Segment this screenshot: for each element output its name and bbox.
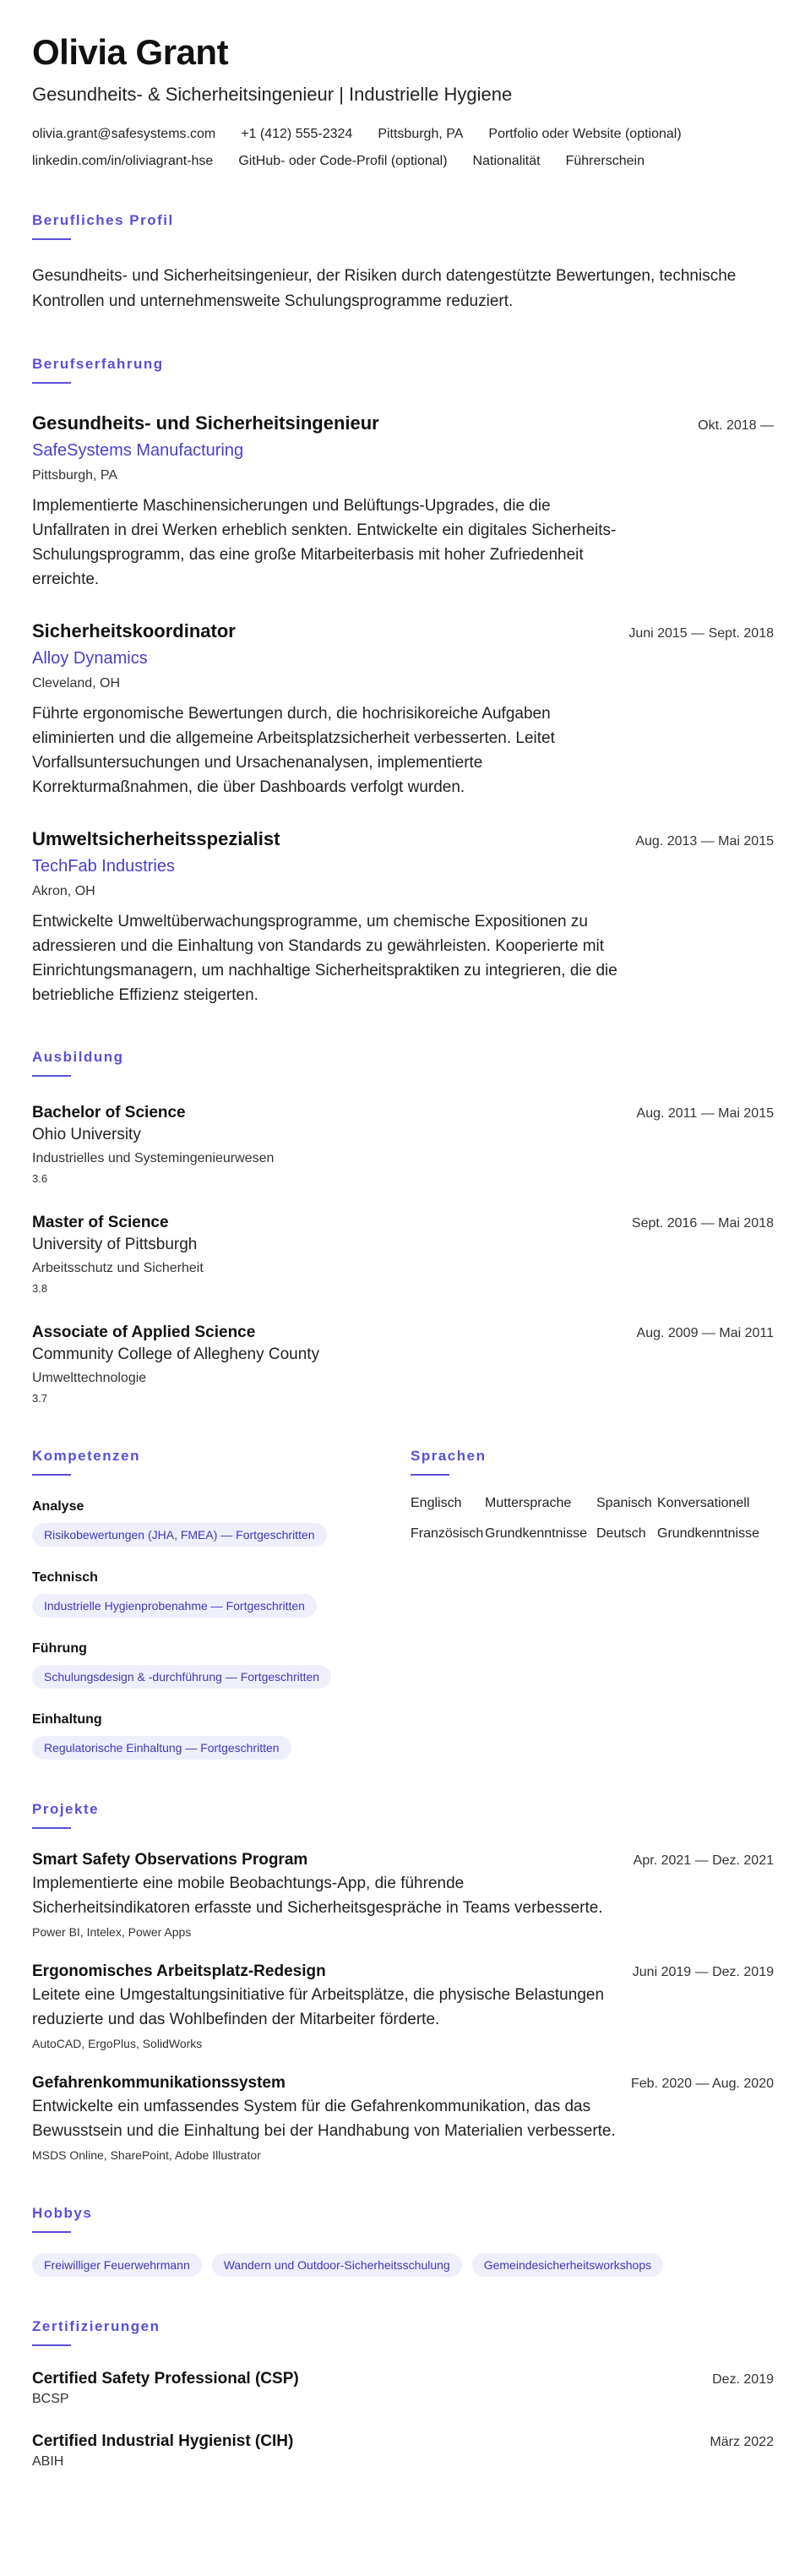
section-divider — [411, 1474, 449, 1476]
education-entry — [32, 1322, 774, 1406]
language-name: Spanisch — [596, 1496, 652, 1510]
job-entry — [32, 827, 774, 1007]
project-tech: MSDS Online, SharePoint, Adobe Illustrator — [32, 2148, 261, 2162]
education-date: Aug. 2009 — Mai 2011 — [636, 1326, 774, 1340]
language-level: Muttersprache — [485, 1496, 572, 1510]
skill-chip: Schulungsdesign & -durchführung — Fortgeschritten — [32, 1665, 331, 1689]
project-tech: AutoCAD, ErgoPlus, SolidWorks — [32, 2037, 203, 2050]
skill-group — [32, 1498, 411, 1547]
job-location: Cleveland, OH — [32, 676, 121, 690]
resume-header — [32, 32, 774, 171]
skill-group — [32, 1640, 411, 1689]
education-date: Sept. 2016 — Mai 2018 — [631, 1216, 774, 1231]
project-date: Apr. 2021 — Dez. 2021 — [633, 1853, 774, 1868]
language-level: Grundkenntnisse — [657, 1526, 759, 1541]
job-location: Pittsburgh, PA — [32, 468, 118, 483]
job-company: TechFab Industries — [32, 857, 175, 876]
education-school: Community College of Allegheny County — [32, 1345, 320, 1363]
hobby-list — [32, 2253, 774, 2277]
skills-languages-row — [32, 1447, 774, 1760]
skill-chip: Regulatorische Einhaltung — Fortgeschritten — [32, 1736, 291, 1760]
contact-list — [32, 125, 792, 171]
contact-github[interactable]: GitHub- oder Code-Profil (optional) — [238, 154, 448, 168]
job-date: Juni 2015 — Sept. 2018 — [628, 626, 774, 641]
language-name: Französisch — [411, 1526, 484, 1541]
section-divider — [32, 1474, 71, 1476]
education-entry — [32, 1102, 774, 1187]
section-divider — [32, 2231, 71, 2233]
section-title: Ausbildung — [32, 1049, 124, 1065]
project-entry — [32, 1849, 774, 1940]
section-title: Berufliches Profil — [32, 212, 174, 228]
section-profile — [32, 211, 774, 314]
contact-nationality: Nationalität — [472, 154, 541, 168]
section-languages — [411, 1447, 774, 1760]
language-name: Englisch — [411, 1496, 462, 1510]
job-description: Führte ergonomische Bewertungen durch, die hochrisikoreiche Aufgaben eliminierten und die allgemeine Arbeitsplatzsicherheit verbesserten. Leitet Vorfallsuntersuchungen und Ursachenanalysen, implementierte Korrekturmaßnahmen, die über Dashboards verfolgt wurden. — [32, 705, 555, 796]
job-location: Akron, OH — [32, 884, 95, 898]
project-description: Entwickelte ein umfassendes System für die Gefahrenkommunikation, das das Bewusstsein und die Einhaltung bei der Handhabung von Materialien verbesserte. — [32, 2098, 616, 2140]
section-certifications — [32, 2317, 774, 2471]
education-field: Arbeitsschutz und Sicherheit — [32, 1261, 204, 1275]
section-divider — [32, 238, 71, 240]
education-degree: Master of Science — [32, 1214, 169, 1231]
section-divider — [32, 2344, 71, 2346]
job-entry — [32, 619, 774, 800]
certification-entry — [32, 2431, 774, 2471]
job-title: Umweltsicherheitsspezialist — [32, 828, 280, 849]
section-skills — [32, 1447, 411, 1760]
contact-phone[interactable]: +1 (412) 555-2324 — [241, 127, 353, 141]
section-hobbies — [32, 2204, 774, 2277]
candidate-headline: Gesundheits- & Sicherheitsingenieur | Industrielle Hygiene — [32, 84, 513, 105]
contact-linkedin[interactable]: linkedin.com/in/oliviagrant-hse — [32, 154, 214, 168]
skill-group — [32, 1711, 411, 1760]
hobby-chip: Gemeindesicherheitsworkshops — [472, 2253, 663, 2277]
job-company: SafeSystems Manufacturing — [32, 441, 244, 460]
skill-group-name: Führung — [32, 1641, 87, 1656]
education-entry — [32, 1212, 774, 1296]
skill-group-name: Technisch — [32, 1570, 98, 1585]
certification-name: Certified Industrial Hygienist (CIH) — [32, 2432, 294, 2450]
section-title: Projekte — [32, 1801, 100, 1817]
project-date: Feb. 2020 — Aug. 2020 — [630, 2077, 774, 2091]
education-degree: Bachelor of Science — [32, 1104, 186, 1122]
project-date: Juni 2019 — Dez. 2019 — [632, 1965, 774, 1979]
education-degree: Associate of Applied Science — [32, 1323, 256, 1341]
certification-name: Certified Safety Professional (CSP) — [32, 2370, 299, 2388]
section-divider — [32, 382, 71, 384]
section-title: Berufserfahrung — [32, 356, 164, 372]
language-name: Deutsch — [596, 1526, 646, 1541]
job-title: Sicherheitskoordinator — [32, 620, 236, 641]
section-divider — [32, 1827, 71, 1829]
hobby-chip: Wandern und Outdoor-Sicherheitsschulung — [212, 2253, 462, 2277]
contact-email[interactable]: olivia.grant@safesystems.com — [32, 127, 216, 141]
project-tech: Power BI, Intelex, Power Apps — [32, 1925, 192, 1939]
education-field: Industrielles und Systemingenieurwesen — [32, 1151, 275, 1165]
project-entry — [32, 1961, 774, 2052]
job-title: Gesundheits- und Sicherheitsingenieur — [32, 412, 379, 434]
section-title: Zertifizierungen — [32, 2318, 160, 2334]
contact-location: Pittsburgh, PA — [378, 127, 464, 141]
skill-group — [32, 1569, 411, 1618]
education-school: Ohio University — [32, 1126, 141, 1143]
profile-text: Gesundheits- und Sicherheitsingenieur, der Risiken durch datengestützte Bewertungen, technische Kontrollen und unternehmensweite Schulungsprogramme reduziert. — [32, 267, 737, 310]
job-company: Alloy Dynamics — [32, 649, 148, 668]
job-date: Aug. 2013 — Mai 2015 — [635, 834, 774, 849]
education-school: University of Pittsburgh — [32, 1236, 198, 1253]
project-title: Ergonomisches Arbeitsplatz-Redesign — [32, 1962, 326, 1980]
skill-group-name: Einhaltung — [32, 1712, 102, 1727]
certification-issuer: ABIH — [32, 2454, 64, 2469]
certification-issuer: BCSP — [32, 2392, 69, 2406]
job-description: Implementierte Maschinensicherungen und Belüftungs-Upgrades, die die Unfallraten in drei Werken erheblich senkten. Entwickelte ein digitales Sicherheits-Schulungsprogramm, das eine große Mitarbeiterbasis mit hoher Zufriedenheit erreichte. — [32, 497, 617, 588]
language-level: Grundkenntnisse — [485, 1526, 587, 1541]
education-date: Aug. 2011 — Mai 2015 — [636, 1106, 774, 1121]
section-education — [32, 1048, 774, 1406]
project-title: Smart Safety Observations Program — [32, 1851, 308, 1869]
skill-chip: Industrielle Hygienprobenahme — Fortgeschritten — [32, 1594, 317, 1618]
language-list — [411, 1494, 774, 1543]
candidate-name: Olivia Grant — [32, 32, 229, 72]
certification-entry — [32, 2368, 774, 2409]
language-level: Konversationell — [657, 1496, 750, 1510]
education-gpa: 3.7 — [32, 1392, 48, 1405]
skill-chip: Risikobewertungen (JHA, FMEA) — Fortgeschritten — [32, 1523, 327, 1547]
section-divider — [32, 1075, 71, 1077]
project-description: Implementierte eine mobile Beobachtungs-App, die führende Sicherheitsindikatoren erfasste und Sicherheitsgespräche in Teams verbesserte. — [32, 1875, 603, 1917]
section-title: Sprachen — [411, 1448, 487, 1464]
project-entry — [32, 2072, 774, 2164]
job-description: Entwickelte Umweltüberwachungsprogramme, um chemische Expositionen zu adressieren und die Einhaltung von Standards zu gewährleisten. Kooperierte mit Einrichtungsmanagern, um nachhaltige Sicherheitspraktiken zu integrieren, die die betriebliche Effizienz steigerten. — [32, 913, 617, 1004]
education-gpa: 3.8 — [32, 1282, 48, 1295]
section-title: Kompetenzen — [32, 1448, 140, 1464]
job-entry — [32, 411, 774, 592]
contact-license: Führerschein — [565, 154, 645, 168]
job-date: Okt. 2018 — — [698, 418, 774, 433]
education-gpa: 3.6 — [32, 1172, 48, 1185]
section-title: Hobbys — [32, 2205, 93, 2221]
certification-date: März 2022 — [710, 2435, 774, 2449]
contact-portfolio[interactable]: Portfolio oder Website (optional) — [488, 127, 682, 141]
project-title: Gefahrenkommunikationssystem — [32, 2074, 286, 2092]
certification-date: Dez. 2019 — [712, 2372, 774, 2387]
skill-group-name: Analyse — [32, 1499, 84, 1514]
hobby-chip: Freiwilliger Feuerwehrmann — [32, 2253, 202, 2277]
section-projects — [32, 1800, 774, 2164]
section-experience — [32, 355, 774, 1007]
education-field: Umwelttechnologie — [32, 1371, 147, 1385]
project-description: Leitete eine Umgestaltungsinitiative für Arbeitsplätze, die physische Belastungen reduzierte und das Wohlbefinden der Mitarbeiter förderte. — [32, 1986, 605, 2028]
